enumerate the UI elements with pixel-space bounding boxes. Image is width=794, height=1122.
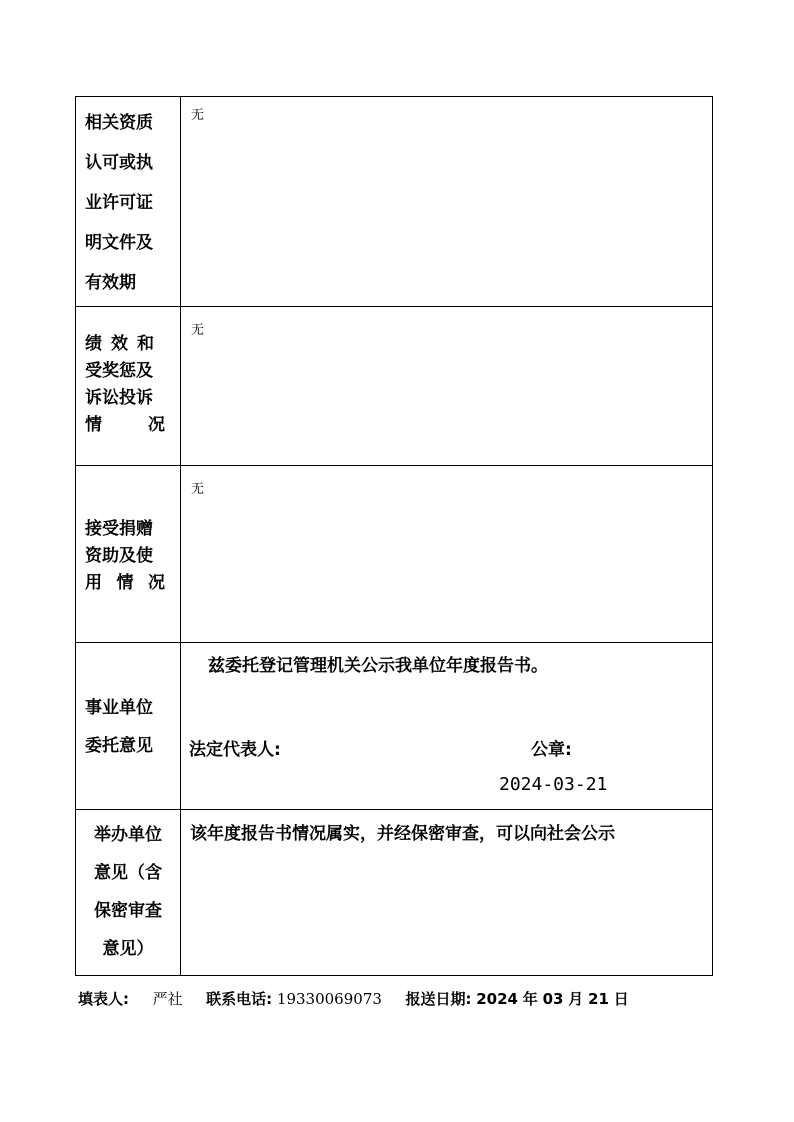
phone-number: 19330069073 [276, 990, 382, 1008]
donations-label-char-3: 况 [148, 573, 165, 593]
submit-month-unit: 月 [568, 990, 584, 1008]
qualification-label-line-4: 明文件及 [85, 233, 153, 253]
organizer-label [76, 810, 180, 968]
donations-label-line-2: 资助及使 [85, 546, 153, 566]
row-qualification [76, 97, 713, 307]
phone-label: 联系电话: [206, 990, 273, 1008]
filler-name: 严社 [152, 990, 183, 1008]
value-cell-organizer [181, 810, 713, 976]
official-seal-label: 公章: [531, 740, 572, 760]
organizer-label-line-3: 保密审查 [94, 901, 162, 921]
performance-label-line-4 [85, 412, 165, 439]
entrustment-statement: 兹委托登记管理机关公示我单位年度报告书。 [208, 656, 548, 676]
entrustment-date: 2024-03-21 [499, 774, 608, 795]
donations-value: 无 [191, 482, 205, 497]
filler-label: 填表人: [78, 990, 129, 1008]
donations-label-char-2: 情 [116, 573, 134, 593]
performance-label-line-1-text: 绩效和 [85, 334, 163, 354]
annual-report-table [75, 96, 713, 976]
row-donations [76, 466, 713, 643]
value-cell-entrustment [181, 643, 713, 810]
donations-label [76, 466, 180, 597]
organizer-label-line-2: 意见（含 [94, 863, 162, 883]
performance-label [76, 307, 180, 439]
qualification-label-line-2: 认可或执 [85, 153, 153, 173]
entrustment-label-line-1: 事业单位 [85, 698, 153, 718]
organizer-label-line-4: 意见） [102, 939, 154, 959]
entrustment-label-line-2: 委托意见 [85, 736, 153, 756]
performance-label-line-1 [85, 331, 165, 358]
submit-day-unit: 日 [613, 990, 629, 1008]
submit-date-label: 报送日期: [405, 990, 472, 1008]
label-cell-performance [76, 307, 181, 466]
qualification-label [76, 97, 180, 303]
submit-year: 2024 [476, 990, 518, 1008]
row-performance [76, 307, 713, 466]
qualification-label-line-1: 相关资质 [85, 113, 153, 133]
row-organizer [76, 810, 713, 976]
donations-label-char-1: 用 [85, 573, 102, 593]
entrustment-label [76, 643, 180, 765]
label-cell-entrustment [76, 643, 181, 810]
qualification-label-line-5: 有效期 [85, 273, 136, 293]
submit-day: 21 [588, 990, 609, 1008]
performance-label-char-2: 况 [148, 415, 165, 435]
organizer-label-line-1: 举办单位 [94, 825, 162, 845]
performance-label-line-3: 诉讼投诉 [85, 388, 153, 408]
performance-value: 无 [191, 323, 205, 338]
performance-label-line-2: 受奖惩及 [85, 361, 153, 381]
submit-month: 03 [542, 990, 564, 1008]
legal-representative-label: 法定代表人: [189, 740, 281, 760]
report-footer [78, 988, 629, 1009]
submit-year-unit: 年 [522, 990, 538, 1008]
value-cell-performance [181, 307, 713, 466]
label-cell-organizer [76, 810, 181, 976]
organizer-opinion: 该年度报告书情况属实，并经保密审查，可以向社会公示 [190, 824, 615, 844]
row-entrustment [76, 643, 713, 810]
donations-label-line-1: 接受捐赠 [85, 519, 153, 539]
entrustment-content [181, 643, 712, 807]
value-cell-donations [181, 466, 713, 643]
value-cell-qualification [181, 97, 713, 307]
label-cell-qualification [76, 97, 181, 307]
performance-label-char-1: 情 [85, 415, 102, 435]
qualification-value: 无 [191, 108, 205, 123]
donations-label-line-3 [85, 570, 165, 597]
label-cell-donations [76, 466, 181, 643]
qualification-label-line-3: 业许可证 [85, 193, 153, 213]
